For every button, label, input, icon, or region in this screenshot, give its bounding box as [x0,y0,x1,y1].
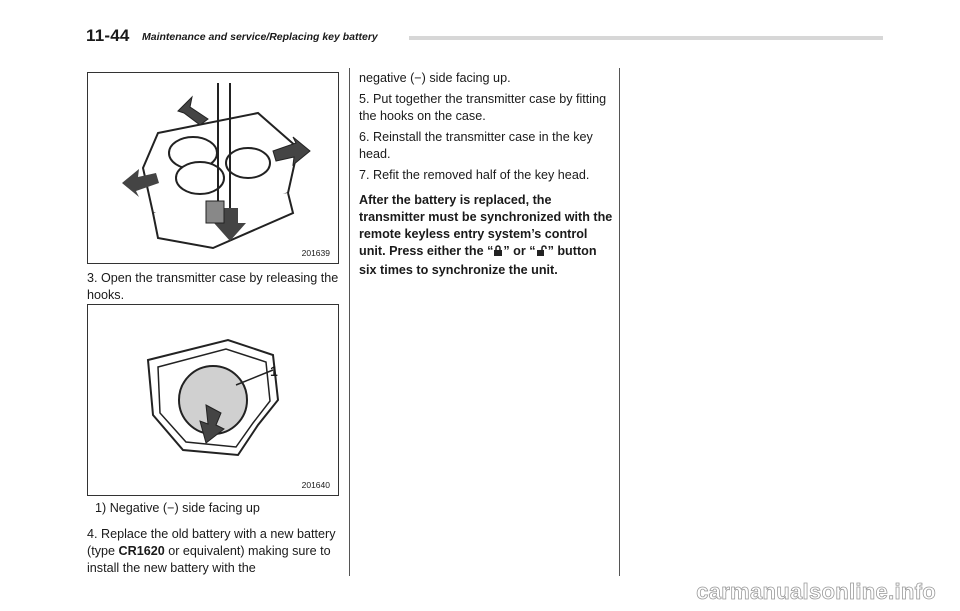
step-7: 7. Refit the removed half of the key head. [359,168,590,182]
column-divider [349,68,350,576]
figure-battery [87,304,339,496]
callout-number: 1 [270,363,278,379]
left-column [87,270,339,304]
sync-note-a: After the battery is replaced, the transmitter must be synchronized with the remote keyless entry system’s control unit. Press either the “ [359,193,613,258]
watermark: carmanualsonline.info [696,579,936,604]
figure-code: 201639 [301,248,330,258]
section-title: Maintenance and service/Replacing key battery [142,31,378,43]
page-number: 11-44 [86,26,130,45]
step-4-text-b: or equivalent) making sure to install the new battery with the [87,544,331,575]
sync-note-b: ” or “ [503,244,536,258]
sync-note [359,192,613,279]
figure-caption: 1) Negative (−) side facing up [95,501,260,515]
step-3: 3. Open the transmitter case by releasing the hooks. [87,271,339,302]
step-4-continued: negative (−) side facing up. [359,71,511,85]
step-4 [87,526,339,577]
figure-transmitter-open [87,72,339,264]
arrow-up-left-icon [178,97,208,125]
left-column-lower [87,500,339,577]
step-6: 6. Reinstall the transmitter case in the key head. [359,130,593,161]
step-5: 5. Put together the transmitter case by fitting the hooks on the case. [359,92,607,123]
unlock-icon [536,245,548,262]
battery-illustration [88,305,338,495]
page-header [86,26,886,48]
column-divider [619,68,620,576]
battery-type: CR1620 [118,544,165,558]
sync-note-c: ” button six times to synchronize the unit. [359,244,597,277]
right-column [359,70,613,279]
lock-icon [493,245,503,262]
step-4-text-a: 4. Replace the old battery with a new battery (type [87,527,336,558]
figure-code: 201640 [301,480,330,490]
transmitter-case-illustration [88,73,338,263]
header-rule [409,36,883,40]
